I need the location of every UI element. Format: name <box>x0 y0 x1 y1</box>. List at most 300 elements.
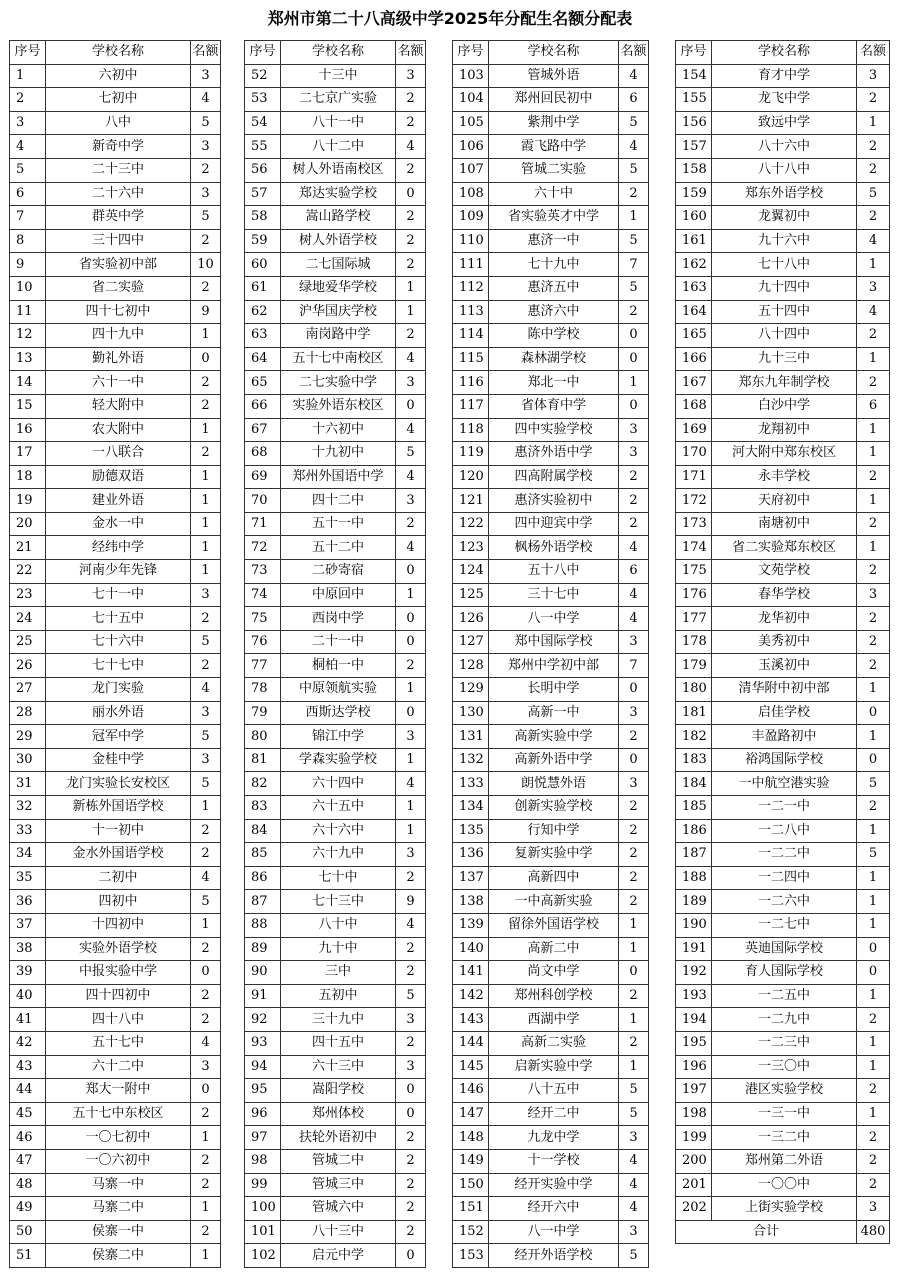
table-row <box>10 1220 221 1244</box>
school-name: 六十二中 <box>46 1055 191 1079</box>
school-name: 八一中学 <box>489 607 619 631</box>
row-number: 160 <box>676 206 712 230</box>
quota-value: 1 <box>857 536 890 560</box>
row-number: 117 <box>453 394 489 418</box>
row-number: 139 <box>453 913 489 937</box>
school-name: 英迪国际学校 <box>712 937 857 961</box>
quota-value: 6 <box>619 560 649 584</box>
school-name: 一二八中 <box>712 819 857 843</box>
school-name: 一二二中 <box>712 843 857 867</box>
quota-value: 3 <box>619 772 649 796</box>
table-row <box>245 182 426 206</box>
school-name: 霞飞路中学 <box>489 135 619 159</box>
row-number: 178 <box>676 630 712 654</box>
table-row <box>676 394 890 418</box>
school-name: 桐柏一中 <box>281 654 396 678</box>
row-number: 110 <box>453 229 489 253</box>
table-row <box>245 1008 426 1032</box>
quota-value: 2 <box>857 1079 890 1103</box>
school-name: 郑东外语学校 <box>712 182 857 206</box>
school-name: 管城三中 <box>281 1173 396 1197</box>
quota-value: 2 <box>619 725 649 749</box>
school-name: 绿地爱华学校 <box>281 276 396 300</box>
table-row <box>245 654 426 678</box>
table-row <box>453 394 649 418</box>
quota-value: 3 <box>191 701 221 725</box>
quota-value: 3 <box>396 1055 426 1079</box>
row-number: 86 <box>245 866 281 890</box>
row-number: 169 <box>676 418 712 442</box>
table-row <box>453 678 649 702</box>
quota-value: 4 <box>857 300 890 324</box>
school-name: 五十二中 <box>281 536 396 560</box>
table-row <box>245 300 426 324</box>
table-row <box>676 135 890 159</box>
row-number: 42 <box>10 1031 46 1055</box>
school-name: 金水一中 <box>46 512 191 536</box>
table-row <box>10 1055 221 1079</box>
table-row <box>676 913 890 937</box>
school-name: 南塘初中 <box>712 512 857 536</box>
quota-table-3 <box>452 40 649 1268</box>
quota-value: 2 <box>191 654 221 678</box>
quota-value: 1 <box>857 984 890 1008</box>
row-number: 130 <box>453 701 489 725</box>
quota-value: 3 <box>191 583 221 607</box>
row-number: 151 <box>453 1197 489 1221</box>
quota-value: 4 <box>396 913 426 937</box>
school-name: 二十三中 <box>46 158 191 182</box>
school-name: 八十一中 <box>281 111 396 135</box>
quota-value: 2 <box>191 229 221 253</box>
table-row <box>245 394 426 418</box>
quota-value: 2 <box>619 489 649 513</box>
table-row <box>245 465 426 489</box>
quota-value: 1 <box>857 725 890 749</box>
quota-value: 3 <box>191 182 221 206</box>
row-number: 35 <box>10 866 46 890</box>
row-number: 22 <box>10 560 46 584</box>
school-name: 龙翔初中 <box>712 418 857 442</box>
row-number: 29 <box>10 725 46 749</box>
table-row <box>245 324 426 348</box>
school-name: 八一中学 <box>489 1220 619 1244</box>
school-name: 六十六中 <box>281 819 396 843</box>
school-name: 一中高新实验 <box>489 890 619 914</box>
table-row <box>453 796 649 820</box>
school-name: 启佳学校 <box>712 701 857 725</box>
table-row <box>676 1079 890 1103</box>
school-name: 中报实验中学 <box>46 961 191 985</box>
header-no: 序号 <box>676 41 712 65</box>
table-row <box>10 442 221 466</box>
school-name: 八十八中 <box>712 158 857 182</box>
table-row <box>10 748 221 772</box>
quota-value: 2 <box>396 937 426 961</box>
school-name: 十三中 <box>281 64 396 88</box>
quota-value: 3 <box>857 276 890 300</box>
quota-value: 4 <box>396 418 426 442</box>
school-name: 经开实验中学 <box>489 1173 619 1197</box>
school-name: 育人国际学校 <box>712 961 857 985</box>
school-name: 四十九中 <box>46 324 191 348</box>
school-name: 侯寨二中 <box>46 1244 191 1268</box>
quota-value: 4 <box>191 1031 221 1055</box>
quota-value: 10 <box>191 253 221 277</box>
quota-value: 4 <box>396 536 426 560</box>
school-name: 九龙中学 <box>489 1126 619 1150</box>
row-number: 25 <box>10 630 46 654</box>
quota-value: 2 <box>396 111 426 135</box>
school-name: 郑州科创学校 <box>489 984 619 1008</box>
quota-value: 2 <box>857 512 890 536</box>
table-row <box>453 772 649 796</box>
table-row <box>676 64 890 88</box>
quota-value: 2 <box>619 300 649 324</box>
school-name: 永丰学校 <box>712 465 857 489</box>
row-number: 143 <box>453 1008 489 1032</box>
row-number: 62 <box>245 300 281 324</box>
quota-value: 4 <box>619 1173 649 1197</box>
school-name: 郑中国际学校 <box>489 630 619 654</box>
table-row <box>245 512 426 536</box>
quota-value: 1 <box>857 890 890 914</box>
school-name: 河南少年先锋 <box>46 560 191 584</box>
quota-value: 0 <box>191 961 221 985</box>
school-name: 一二三中 <box>712 1031 857 1055</box>
quota-value: 3 <box>619 701 649 725</box>
quota-value: 9 <box>191 300 221 324</box>
row-number: 79 <box>245 701 281 725</box>
table-header-row <box>676 41 890 65</box>
quota-value: 5 <box>619 158 649 182</box>
quota-value: 0 <box>191 347 221 371</box>
school-name: 四中实验学校 <box>489 418 619 442</box>
quota-value: 2 <box>191 276 221 300</box>
table-row <box>676 88 890 112</box>
table-row <box>453 607 649 631</box>
row-number: 11 <box>10 300 46 324</box>
quota-value: 2 <box>191 937 221 961</box>
row-number: 123 <box>453 536 489 560</box>
table-row <box>10 253 221 277</box>
quota-value: 2 <box>619 819 649 843</box>
total-label: 合计 <box>676 1220 857 1244</box>
table-row <box>10 64 221 88</box>
table-row <box>10 843 221 867</box>
school-name: 郑北一中 <box>489 371 619 395</box>
table-row <box>676 961 890 985</box>
school-name: 四十四初中 <box>46 984 191 1008</box>
school-name: 六十五中 <box>281 796 396 820</box>
school-name: 八十四中 <box>712 324 857 348</box>
row-number: 136 <box>453 843 489 867</box>
table-row <box>245 1197 426 1221</box>
table-row <box>10 182 221 206</box>
table-row <box>453 206 649 230</box>
table-row <box>245 1244 426 1268</box>
table-row <box>10 111 221 135</box>
table-row <box>10 1079 221 1103</box>
row-number: 149 <box>453 1149 489 1173</box>
table-row <box>453 961 649 985</box>
table-row <box>676 630 890 654</box>
school-name: 七十三中 <box>281 890 396 914</box>
row-number: 10 <box>10 276 46 300</box>
school-name: 嵩阳学校 <box>281 1079 396 1103</box>
quota-value: 2 <box>857 371 890 395</box>
row-number: 44 <box>10 1079 46 1103</box>
row-number: 192 <box>676 961 712 985</box>
table-row <box>10 536 221 560</box>
table-row <box>676 111 890 135</box>
row-number: 23 <box>10 583 46 607</box>
table-row <box>453 135 649 159</box>
table-row <box>453 88 649 112</box>
school-name: 惠济一中 <box>489 229 619 253</box>
school-name: 扶轮外语初中 <box>281 1126 396 1150</box>
quota-value: 0 <box>396 607 426 631</box>
quota-value: 1 <box>857 253 890 277</box>
table-row <box>10 630 221 654</box>
table-row <box>453 229 649 253</box>
table-row <box>676 725 890 749</box>
quota-value: 2 <box>857 324 890 348</box>
table-row <box>676 276 890 300</box>
school-name: 一八联合 <box>46 442 191 466</box>
school-name: 六十三中 <box>281 1055 396 1079</box>
row-number: 195 <box>676 1031 712 1055</box>
row-number: 114 <box>453 324 489 348</box>
row-number: 84 <box>245 819 281 843</box>
table-row <box>245 678 426 702</box>
quota-value: 4 <box>619 64 649 88</box>
school-name: 郑东九年制学校 <box>712 371 857 395</box>
table-row <box>10 1126 221 1150</box>
school-name: 金水外国语学校 <box>46 843 191 867</box>
table-row <box>453 654 649 678</box>
row-number: 133 <box>453 772 489 796</box>
quota-value: 2 <box>619 1031 649 1055</box>
table-row <box>453 890 649 914</box>
table-row <box>453 276 649 300</box>
row-number: 24 <box>10 607 46 631</box>
table-row <box>453 701 649 725</box>
row-number: 184 <box>676 772 712 796</box>
school-name: 高新一中 <box>489 701 619 725</box>
table-row <box>10 394 221 418</box>
school-name: 七初中 <box>46 88 191 112</box>
row-number: 1 <box>10 64 46 88</box>
school-name: 河大附中郑东校区 <box>712 442 857 466</box>
quota-value: 7 <box>619 654 649 678</box>
quota-value: 5 <box>857 182 890 206</box>
quota-value: 2 <box>396 1220 426 1244</box>
row-number: 82 <box>245 772 281 796</box>
school-name: 六初中 <box>46 64 191 88</box>
table-row <box>245 371 426 395</box>
school-name: 惠济五中 <box>489 276 619 300</box>
row-number: 148 <box>453 1126 489 1150</box>
quota-value: 5 <box>191 111 221 135</box>
table-row <box>453 866 649 890</box>
school-name: 春华学校 <box>712 583 857 607</box>
row-number: 147 <box>453 1102 489 1126</box>
quota-value: 4 <box>619 607 649 631</box>
row-number: 6 <box>10 182 46 206</box>
quota-value: 0 <box>396 182 426 206</box>
school-name: 一二四中 <box>712 866 857 890</box>
table-row <box>453 984 649 1008</box>
school-name: 惠济外语中学 <box>489 442 619 466</box>
table-row <box>676 158 890 182</box>
school-name: 西湖中学 <box>489 1008 619 1032</box>
row-number: 172 <box>676 489 712 513</box>
school-name: 一〇〇中 <box>712 1173 857 1197</box>
row-number: 39 <box>10 961 46 985</box>
header-school-name: 学校名称 <box>46 41 191 65</box>
school-name: 勤礼外语 <box>46 347 191 371</box>
table-row <box>676 1149 890 1173</box>
row-number: 181 <box>676 701 712 725</box>
row-number: 145 <box>453 1055 489 1079</box>
quota-value: 3 <box>619 1126 649 1150</box>
school-name: 创新实验学校 <box>489 796 619 820</box>
row-number: 68 <box>245 442 281 466</box>
row-number: 116 <box>453 371 489 395</box>
quota-value: 1 <box>857 913 890 937</box>
row-number: 36 <box>10 890 46 914</box>
table-row <box>453 913 649 937</box>
row-number: 41 <box>10 1008 46 1032</box>
table-row <box>676 796 890 820</box>
school-name: 一二五中 <box>712 984 857 1008</box>
table-row <box>676 701 890 725</box>
school-name: 管城外语 <box>489 64 619 88</box>
table-row <box>245 347 426 371</box>
quota-value: 5 <box>396 984 426 1008</box>
quota-value: 1 <box>857 866 890 890</box>
row-number: 87 <box>245 890 281 914</box>
school-name: 建业外语 <box>46 489 191 513</box>
table-row <box>10 1008 221 1032</box>
row-number: 14 <box>10 371 46 395</box>
quota-value: 2 <box>619 182 649 206</box>
school-name: 实验外语学校 <box>46 937 191 961</box>
header-school-name: 学校名称 <box>712 41 857 65</box>
table-row <box>245 796 426 820</box>
quota-value: 2 <box>396 512 426 536</box>
row-number: 182 <box>676 725 712 749</box>
row-number: 57 <box>245 182 281 206</box>
row-number: 132 <box>453 748 489 772</box>
school-name: 八十二中 <box>281 135 396 159</box>
school-name: 实验外语东校区 <box>281 394 396 418</box>
table-row <box>245 560 426 584</box>
quota-value: 2 <box>857 796 890 820</box>
school-name: 惠济实验初中 <box>489 489 619 513</box>
quota-value: 1 <box>857 1055 890 1079</box>
school-name: 朗悦慧外语 <box>489 772 619 796</box>
quota-value: 0 <box>857 701 890 725</box>
table-row <box>245 843 426 867</box>
quota-value: 2 <box>396 206 426 230</box>
row-number: 180 <box>676 678 712 702</box>
school-name: 嵩山路学校 <box>281 206 396 230</box>
row-number: 167 <box>676 371 712 395</box>
quota-value: 3 <box>396 371 426 395</box>
row-number: 141 <box>453 961 489 985</box>
quota-value: 1 <box>619 1008 649 1032</box>
row-number: 16 <box>10 418 46 442</box>
table-row <box>245 1031 426 1055</box>
row-number: 77 <box>245 654 281 678</box>
table-row <box>676 371 890 395</box>
school-name: 二初中 <box>46 866 191 890</box>
school-name: 清华附中初中部 <box>712 678 857 702</box>
school-name: 管城六中 <box>281 1197 396 1221</box>
school-name: 五十四中 <box>712 300 857 324</box>
school-name: 高新实验中学 <box>489 725 619 749</box>
quota-value: 1 <box>619 937 649 961</box>
table-row <box>10 229 221 253</box>
table-row <box>245 772 426 796</box>
school-name: 龙门实验长安校区 <box>46 772 191 796</box>
row-number: 127 <box>453 630 489 654</box>
row-number: 138 <box>453 890 489 914</box>
table-row <box>245 88 426 112</box>
quota-value: 1 <box>857 1031 890 1055</box>
quota-value: 0 <box>857 937 890 961</box>
row-number: 162 <box>676 253 712 277</box>
quota-value: 2 <box>857 560 890 584</box>
table-row <box>453 324 649 348</box>
row-number: 55 <box>245 135 281 159</box>
quota-value: 3 <box>857 64 890 88</box>
table-row <box>676 1173 890 1197</box>
table-row <box>245 276 426 300</box>
school-name: 八十三中 <box>281 1220 396 1244</box>
table-row <box>10 347 221 371</box>
table-row <box>676 1126 890 1150</box>
quota-value: 1 <box>857 819 890 843</box>
school-name: 七十八中 <box>712 253 857 277</box>
table-row <box>676 984 890 1008</box>
row-number: 156 <box>676 111 712 135</box>
quota-value: 2 <box>857 1008 890 1032</box>
school-name: 一〇七初中 <box>46 1126 191 1150</box>
row-number: 73 <box>245 560 281 584</box>
row-number: 81 <box>245 748 281 772</box>
quota-value: 5 <box>191 890 221 914</box>
row-number: 152 <box>453 1220 489 1244</box>
quota-value: 2 <box>619 984 649 1008</box>
school-name: 天府初中 <box>712 489 857 513</box>
quota-value: 5 <box>619 276 649 300</box>
table-row <box>453 1126 649 1150</box>
school-name: 经开六中 <box>489 1197 619 1221</box>
row-number: 102 <box>245 1244 281 1268</box>
table-row <box>453 1031 649 1055</box>
row-number: 146 <box>453 1079 489 1103</box>
table-row <box>10 1173 221 1197</box>
school-name: 九十中 <box>281 937 396 961</box>
school-name: 侯寨一中 <box>46 1220 191 1244</box>
table-row <box>676 772 890 796</box>
row-number: 97 <box>245 1126 281 1150</box>
quota-value: 2 <box>191 394 221 418</box>
quota-value: 1 <box>619 1055 649 1079</box>
